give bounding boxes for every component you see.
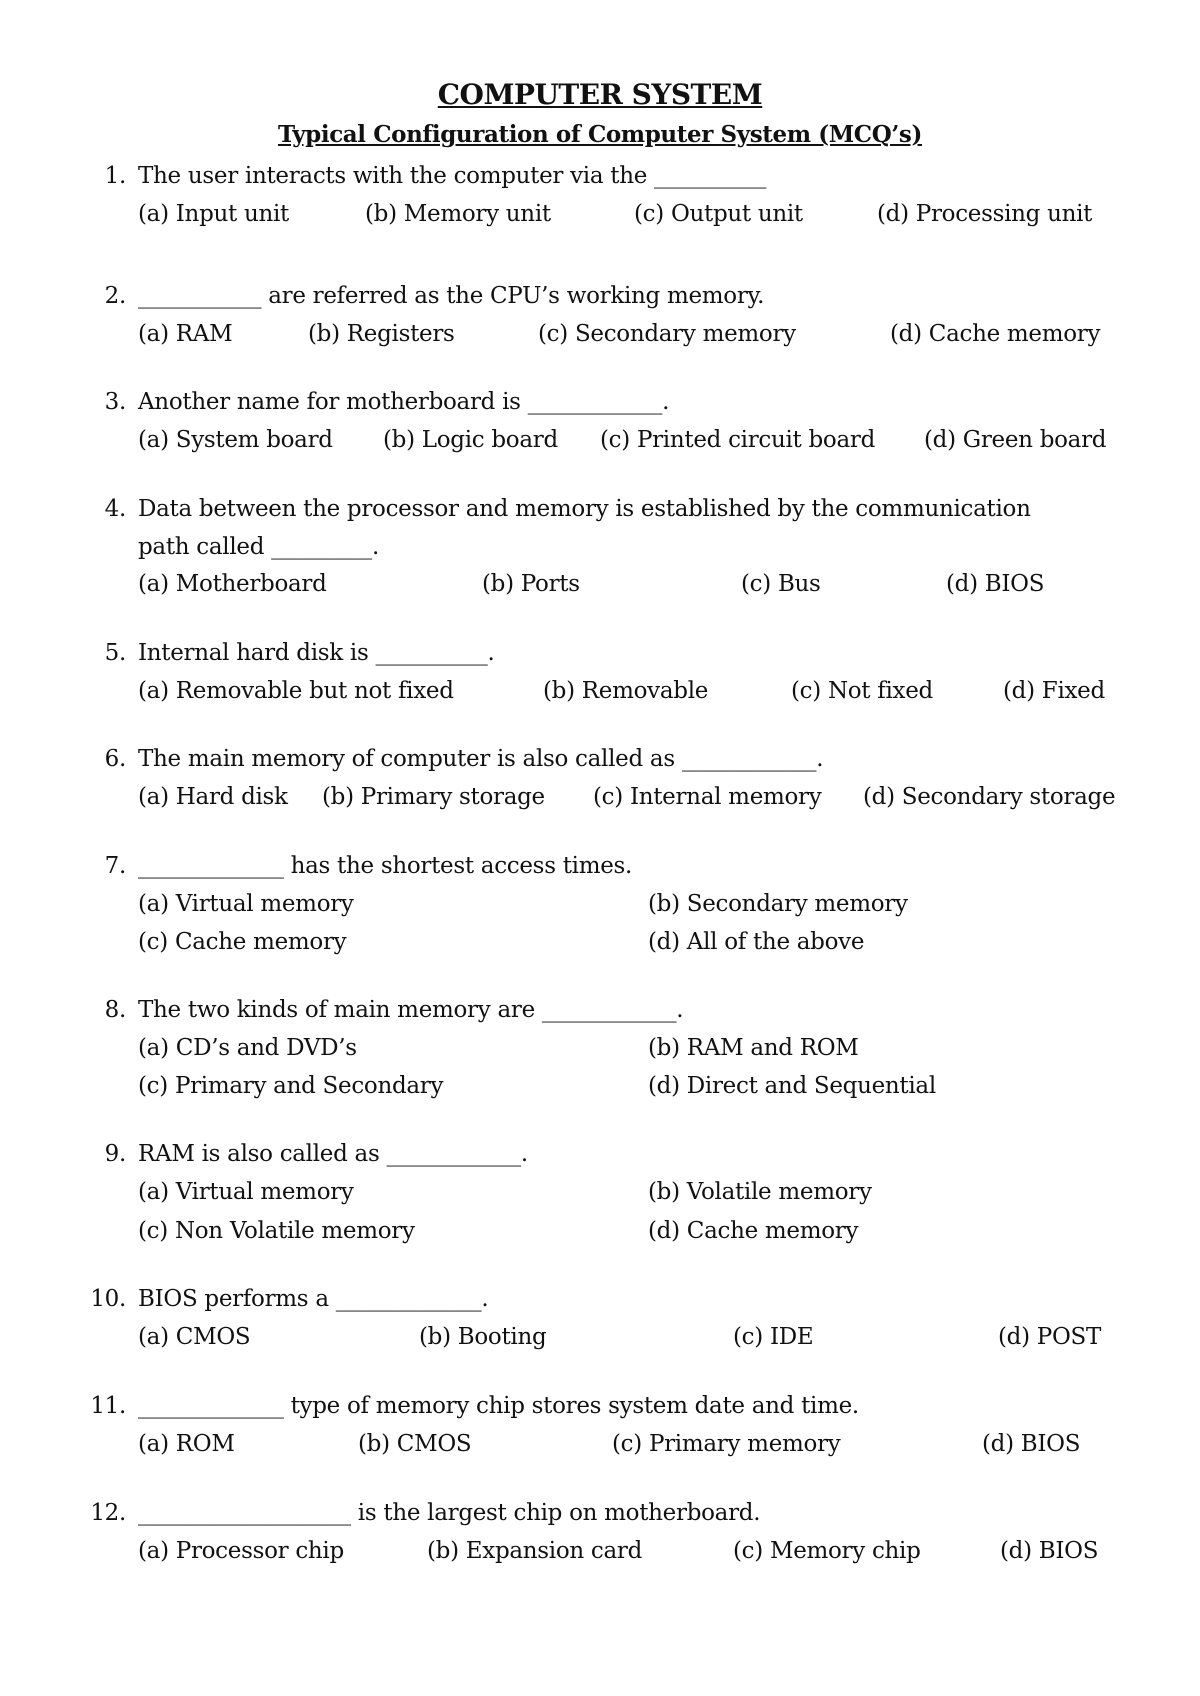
question-text: _____________ has the shortest access times. xyxy=(138,853,633,879)
question-text: The main memory of computer is also called as ____________. xyxy=(138,746,824,772)
option-a: (a) CD’s and DVD’s xyxy=(138,1035,357,1061)
option-c: (c) Not fixed xyxy=(791,678,933,704)
option-d: (d) BIOS xyxy=(1000,1538,1099,1564)
option-a: (a) Input unit xyxy=(138,201,289,227)
option-a: (a) Motherboard xyxy=(138,571,327,597)
question-text: The user interacts with the computer via the __________ xyxy=(138,163,767,189)
question-number: 10. xyxy=(90,1286,126,1312)
option-b: (b) CMOS xyxy=(358,1431,472,1457)
option-c: (c) Non Volatile memory xyxy=(138,1218,415,1244)
option-c: (c) Primary and Secondary xyxy=(138,1073,444,1099)
option-d: (d) Cache memory xyxy=(648,1218,859,1244)
question-text: Another name for motherboard is ____________. xyxy=(138,389,670,415)
option-c: (c) Memory chip xyxy=(733,1538,921,1564)
option-d: (d) Green board xyxy=(924,427,1107,453)
option-d: (d) BIOS xyxy=(946,571,1045,597)
option-d: (d) All of the above xyxy=(648,929,865,955)
question-text: Internal hard disk is __________. xyxy=(138,640,495,666)
option-d: (d) Secondary storage xyxy=(863,784,1116,810)
question-number: 11. xyxy=(90,1393,126,1419)
option-d: (d) Processing unit xyxy=(877,201,1093,227)
option-b: (b) Secondary memory xyxy=(648,891,908,917)
option-b: (b) Primary storage xyxy=(322,784,545,810)
option-a: (a) CMOS xyxy=(138,1324,251,1350)
option-b: (b) Expansion card xyxy=(427,1538,643,1564)
option-b: (b) Logic board xyxy=(383,427,558,453)
option-d: (d) BIOS xyxy=(982,1431,1081,1457)
option-b: (b) Ports xyxy=(482,571,580,597)
option-b: (b) Removable xyxy=(543,678,709,704)
question-text: _____________ type of memory chip stores system date and time. xyxy=(138,1393,859,1419)
option-a: (a) Processor chip xyxy=(138,1538,344,1564)
question-number: 8. xyxy=(104,997,126,1023)
option-b: (b) Booting xyxy=(419,1324,547,1350)
option-d: (d) Direct and Sequential xyxy=(648,1073,936,1099)
question-number: 7. xyxy=(104,853,126,879)
option-b: (b) Volatile memory xyxy=(648,1179,872,1205)
question-text: ___________ are referred as the CPU’s working memory. xyxy=(138,283,765,309)
option-b: (b) Memory unit xyxy=(365,201,551,227)
option-a: (a) System board xyxy=(138,427,333,453)
option-b: (b) Registers xyxy=(308,321,455,347)
option-c: (c) Bus xyxy=(741,571,821,597)
option-a: (a) Removable but not fixed xyxy=(138,678,454,704)
question-text-line-1: Data between the processor and memory is established by the communication xyxy=(138,496,1031,522)
option-a: (a) RAM xyxy=(138,321,233,347)
option-c: (c) Secondary memory xyxy=(538,321,796,347)
option-c: (c) Printed circuit board xyxy=(600,427,876,453)
option-a: (a) Hard disk xyxy=(138,784,288,810)
option-c: (c) Cache memory xyxy=(138,929,347,955)
option-d: (d) Fixed xyxy=(1003,678,1105,704)
question-number: 4. xyxy=(104,496,126,522)
option-a: (a) ROM xyxy=(138,1431,235,1457)
question-number: 12. xyxy=(90,1500,126,1526)
option-c: (c) Primary memory xyxy=(612,1431,841,1457)
document-title: COMPUTER SYSTEM xyxy=(437,78,763,111)
question-number: 2. xyxy=(104,283,126,309)
question-text: ___________________ is the largest chip on motherboard. xyxy=(138,1500,761,1526)
question-text-line-2: path called _________. xyxy=(138,534,379,560)
option-d: (d) POST xyxy=(998,1324,1102,1350)
question-number: 1. xyxy=(104,163,126,189)
question-text: The two kinds of main memory are ____________. xyxy=(138,997,684,1023)
question-number: 3. xyxy=(104,389,126,415)
option-c: (c) Internal memory xyxy=(593,784,822,810)
document-subtitle: Typical Configuration of Computer System (MCQ’s) xyxy=(278,121,922,148)
question-text: BIOS performs a _____________. xyxy=(138,1286,489,1312)
question-number: 5. xyxy=(104,640,126,666)
option-d: (d) Cache memory xyxy=(890,321,1101,347)
option-a: (a) Virtual memory xyxy=(138,1179,354,1205)
question-text: RAM is also called as ____________. xyxy=(138,1141,528,1167)
option-c: (c) Output unit xyxy=(634,201,803,227)
question-number: 9. xyxy=(104,1141,126,1167)
option-a: (a) Virtual memory xyxy=(138,891,354,917)
question-number: 6. xyxy=(104,746,126,772)
option-b: (b) RAM and ROM xyxy=(648,1035,859,1061)
option-c: (c) IDE xyxy=(733,1324,814,1350)
